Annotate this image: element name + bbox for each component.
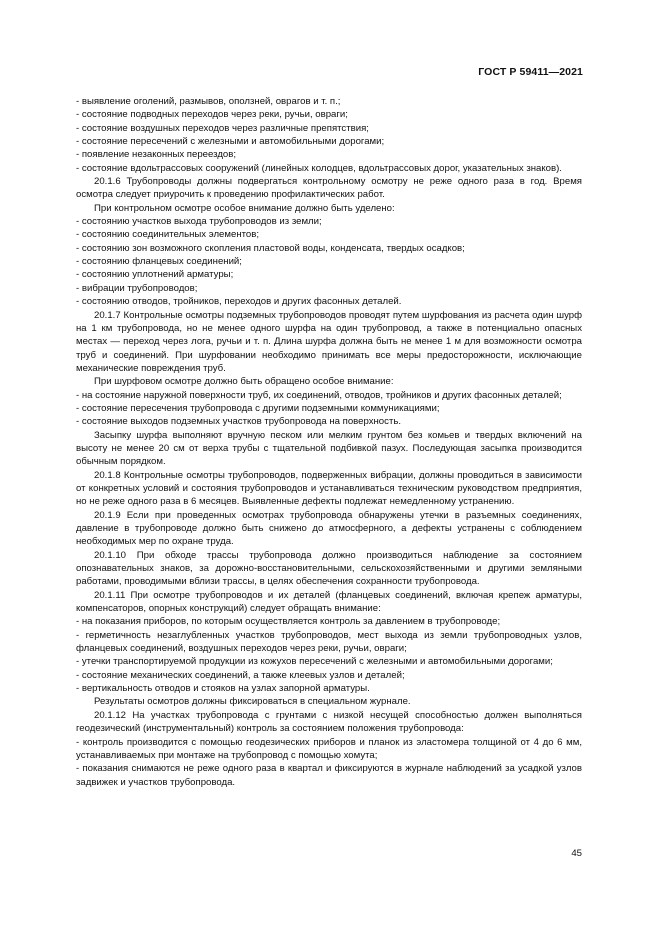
list-item: - выявление оголений, размывов, оползней, оврагов и т. п.; [76, 96, 341, 107]
paragraph: 20.1.9 Если при проведенных осмотрах трубопровода обнаружены утечки в разъемных соединениях, давление в трубопроводе должно быть снижено до атмосферного, а дефекты устранены с соблюдением необходимых мер по охране труда. [76, 509, 582, 548]
paragraph: 20.1.8 Контрольные осмотры трубопроводов, подверженных вибрации, должны проводиться в зависимости от конкретных условий и состояния трубопроводов и устанавливаться техническим руководством предприятия, но не реже одного раза в 6 месяцев. Выявленные дефекты подлежат немедленному устранению. [76, 469, 582, 508]
list-item: - состояние выходов подземных участков трубопровода на поверхность. [76, 416, 401, 428]
list-item: - состоянию отводов, тройников, переходов и других фасонных деталей. [76, 296, 402, 308]
paragraph: 20.1.6 Трубопроводы должны подвергаться контрольному осмотру не реже одного раза в год. Время осмотра следует приурочить к проведению профилактических работ. [76, 176, 582, 201]
list-item: - состояние подводных переходов через реки, ручьи, овраги; [76, 109, 348, 121]
paragraph: 20.1.12 На участках трубопровода с грунтами с низкой несущей способностью должен выполняться геодезический (инструментальный) контроль за состоянием положения трубопровода: [76, 709, 582, 735]
page-number: 45 [571, 848, 582, 859]
list-item: - на состояние наружной поверхности труб, их соединений, отводов, тройников и других фасонных деталей; [76, 389, 562, 401]
list-item: - вибрации трубопроводов; [76, 282, 198, 294]
list-item: - состояние вдольтрассовых сооружений (линейных колодцев, вдольтрассовых дорог, указательных знаков). [76, 162, 562, 174]
list-item: - герметичность незаглубленных участков трубопроводов, мест выхода из земли трубопроводных узлов, фланцевых соединений, воздушных переходов через реки, ручьи, овраги; [76, 629, 582, 655]
paragraph: Результаты осмотров должны фиксироваться в специальном журнале. [94, 696, 411, 708]
list-item: - вертикальность отводов и стояков на узлах запорной арматуры. [76, 683, 370, 695]
standard-header: ГОСТ Р 59411—2021 [478, 66, 583, 78]
list-item: - контроль производится с помощью геодезических приборов и планок из эластомера толщиной от 4 до 6 мм, устанавливаемых при монтаже на трубопровод с помощью хомута; [76, 736, 582, 761]
list-item: - утечки транспортируемой продукции из кожухов пересечений с железными и автомобильными дорогами; [76, 656, 553, 668]
list-item: - на показания приборов, по которым осуществляется контроль за давлением в трубопроводе; [76, 616, 501, 628]
paragraph: 20.1.10 При обходе трассы трубопровода должно производиться наблюдение за состоянием опознавательных знаков, за дорожно-восстановительными, сельскохозяйственными и другими земляными работами, проводимыми вблизи трассы, в целях обеспечения сохранности трубопровода. [76, 549, 582, 588]
list-item: - появление незаконных переездов; [76, 149, 237, 161]
list-item: - состоянию соединительных элементов; [76, 229, 259, 241]
list-item: - состояние пересечения трубопровода с другими подземными коммуникациями; [76, 402, 440, 414]
list-item: - состоянию уплотнений арматуры; [76, 269, 234, 281]
paragraph: При контрольном осмотре особое внимание должно быть уделено: [94, 202, 395, 214]
paragraph: 20.1.11 При осмотре трубопроводов и их деталей (фланцевых соединений, включая крепеж арматуры, компенсаторов, опорных конструкций) следует обращать внимание: [76, 589, 582, 615]
document-body [76, 95, 582, 789]
paragraph: При шурфовом осмотре должно быть обращено особое внимание: [94, 376, 394, 388]
list-item: - показания снимаются не реже одного раза в квартал и фиксируются в журнале наблюдений за усадкой узлов задвижек и участков трубопровода. [76, 763, 582, 788]
list-item: - состояние воздушных переходов через различные препятствия; [76, 122, 369, 134]
list-item: - состоянию зон возможного скопления пластовой воды, конденсата, твердых осадков; [76, 242, 465, 254]
list-item: - состоянию фланцевых соединений; [76, 256, 242, 268]
list-item: - состояние пересечений с железными и автомобильными дорогами; [76, 136, 385, 148]
paragraph: 20.1.7 Контрольные осмотры подземных трубопроводов проводят путем шурфования из расчета один шурф на 1 км трубопровода, но не менее одного шурфа на один трубопровод, а также в потенциально опасных местах — переход через лога, ручьи и т. п. Длина шурфа должна быть не менее 1 м для возможности осмотра труб и соединений. При шурфовании необходимо принимать все меры предосторожности, исключающие механические повреждения труб. [76, 309, 582, 374]
list-item: - состояние механических соединений, а также клеевых узлов и деталей; [76, 669, 405, 681]
list-item: - состоянию участков выхода трубопроводов из земли; [76, 216, 322, 228]
paragraph: Засыпку шурфа выполняют вручную песком или мелким грунтом без комьев и твердых включений на высоту не менее 20 см от верха трубы с тщательной подбивкой пазух. Последующая засыпка производится обычным порядком. [76, 429, 582, 468]
